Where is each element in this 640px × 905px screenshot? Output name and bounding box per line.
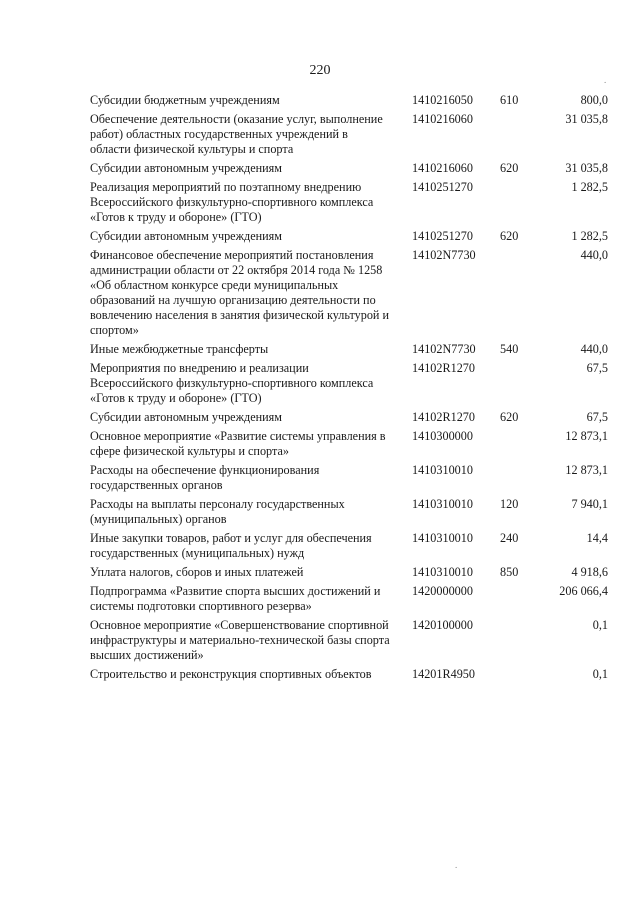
scan-mark: . bbox=[455, 860, 458, 870]
row-name: Расходы на обеспечение функционирования государственных органов bbox=[90, 463, 320, 492]
table-row bbox=[90, 429, 608, 459]
row-name: Субсидии автономным учреждениям bbox=[90, 161, 282, 175]
row-sum: 206 066,4 bbox=[559, 584, 608, 598]
row-code: 1410310010 bbox=[412, 531, 473, 545]
table-row bbox=[90, 180, 608, 225]
row-name: Подпрограмма «Развитие спорта высших достижений и системы подготовки спортивного резерва» bbox=[90, 584, 381, 613]
budget-table bbox=[90, 93, 608, 686]
row-code: 1410251270 bbox=[412, 180, 473, 194]
page-number: 220 bbox=[309, 63, 331, 78]
table-row bbox=[90, 531, 608, 561]
row-name: Иные межбюджетные трансферты bbox=[90, 342, 269, 356]
table-row bbox=[90, 667, 608, 682]
row-code: 14102R1270 bbox=[412, 410, 475, 424]
row-code: 14102N7730 bbox=[412, 248, 476, 262]
row-type: 620 bbox=[500, 410, 519, 424]
row-code: 1410251270 bbox=[412, 229, 473, 243]
row-type: 850 bbox=[500, 565, 519, 579]
row-name: Иные закупки товаров, работ и услуг для обеспечения государственных (муниципальных) нужд bbox=[90, 531, 372, 560]
row-sum: 4 918,6 bbox=[571, 565, 608, 579]
row-code: 1410310010 bbox=[412, 565, 473, 579]
row-type: 620 bbox=[500, 161, 519, 175]
table-row bbox=[90, 248, 608, 338]
row-sum: 7 940,1 bbox=[571, 497, 608, 511]
row-name: Обеспечение деятельности (оказание услуг, выполнение работ) областных государственных учреждений в области физической культуры и спорта bbox=[90, 112, 383, 156]
table-row bbox=[90, 565, 608, 580]
row-name: Финансовое обеспечение мероприятий постановления администрации области от 22 октября 2014 года № 1258 «Об областном конкурсе среди муниципальных образований на лучшую организацию деятельности по вовлечению населения в занятия физической культурой и спортом» bbox=[90, 248, 390, 337]
row-name: Строительство и реконструкция спортивных объектов bbox=[90, 667, 372, 681]
row-name: Субсидии автономным учреждениям bbox=[90, 410, 282, 424]
row-name: Основное мероприятие «Совершенствование спортивной инфраструктуры и материально-технической базы спорта высших достижений» bbox=[90, 618, 390, 662]
row-type: 610 bbox=[500, 93, 519, 107]
row-code: 14102N7730 bbox=[412, 342, 476, 356]
table-row bbox=[90, 361, 608, 406]
row-code: 1410216060 bbox=[412, 112, 473, 126]
row-code: 14102R1270 bbox=[412, 361, 475, 375]
row-sum: 12 873,1 bbox=[565, 463, 608, 477]
row-sum: 14,4 bbox=[586, 531, 608, 545]
row-code: 1410300000 bbox=[412, 429, 473, 443]
row-type: 540 bbox=[500, 342, 519, 356]
row-sum: 31 035,8 bbox=[565, 161, 608, 175]
row-name: Расходы на выплаты персоналу государственных (муниципальных) органов bbox=[90, 497, 345, 526]
row-name: Уплата налогов, сборов и иных платежей bbox=[90, 565, 304, 579]
row-sum: 0,1 bbox=[592, 667, 608, 681]
row-name: Мероприятия по внедрению и реализации Всероссийского физкультурно-спортивного комплекса «Готов к труду и обороне» (ГТО) bbox=[90, 361, 374, 405]
row-sum: 67,5 bbox=[586, 410, 608, 424]
table-row bbox=[90, 112, 608, 157]
row-name: Субсидии автономным учреждениям bbox=[90, 229, 282, 243]
row-sum: 12 873,1 bbox=[565, 429, 608, 443]
row-type: 620 bbox=[500, 229, 519, 243]
row-sum: 440,0 bbox=[580, 248, 608, 262]
row-sum: 67,5 bbox=[586, 361, 608, 375]
row-sum: 1 282,5 bbox=[571, 229, 608, 243]
row-code: 1410310010 bbox=[412, 497, 473, 511]
row-sum: 800,0 bbox=[580, 93, 608, 107]
table-row bbox=[90, 618, 608, 663]
row-code: 14201R4950 bbox=[412, 667, 475, 681]
row-code: 1420000000 bbox=[412, 584, 473, 598]
table-row bbox=[90, 229, 608, 244]
row-name: Основное мероприятие «Развитие системы управления в сфере физической культуры и спорта» bbox=[90, 429, 386, 458]
row-sum: 1 282,5 bbox=[571, 180, 608, 194]
row-sum: 0,1 bbox=[592, 618, 608, 632]
row-type: 240 bbox=[500, 531, 519, 545]
row-sum: 440,0 bbox=[580, 342, 608, 356]
row-code: 1410216060 bbox=[412, 161, 473, 175]
table-row bbox=[90, 93, 608, 108]
row-code: 1420100000 bbox=[412, 618, 473, 632]
table-row bbox=[90, 410, 608, 425]
row-sum: 31 035,8 bbox=[565, 112, 608, 126]
table-row bbox=[90, 584, 608, 614]
table-row bbox=[90, 497, 608, 527]
row-code: 1410310010 bbox=[412, 463, 473, 477]
table-row bbox=[90, 342, 608, 357]
row-type: 120 bbox=[500, 497, 519, 511]
scan-mark: . bbox=[604, 75, 607, 85]
row-name: Реализация мероприятий по поэтапному внедрению Всероссийского физкультурно-спортивного комплекса «Готов к труду и обороне» (ГТО) bbox=[90, 180, 374, 224]
table-row bbox=[90, 161, 608, 176]
table-row bbox=[90, 463, 608, 493]
row-code: 1410216050 bbox=[412, 93, 473, 107]
row-name: Субсидии бюджетным учреждениям bbox=[90, 93, 280, 107]
